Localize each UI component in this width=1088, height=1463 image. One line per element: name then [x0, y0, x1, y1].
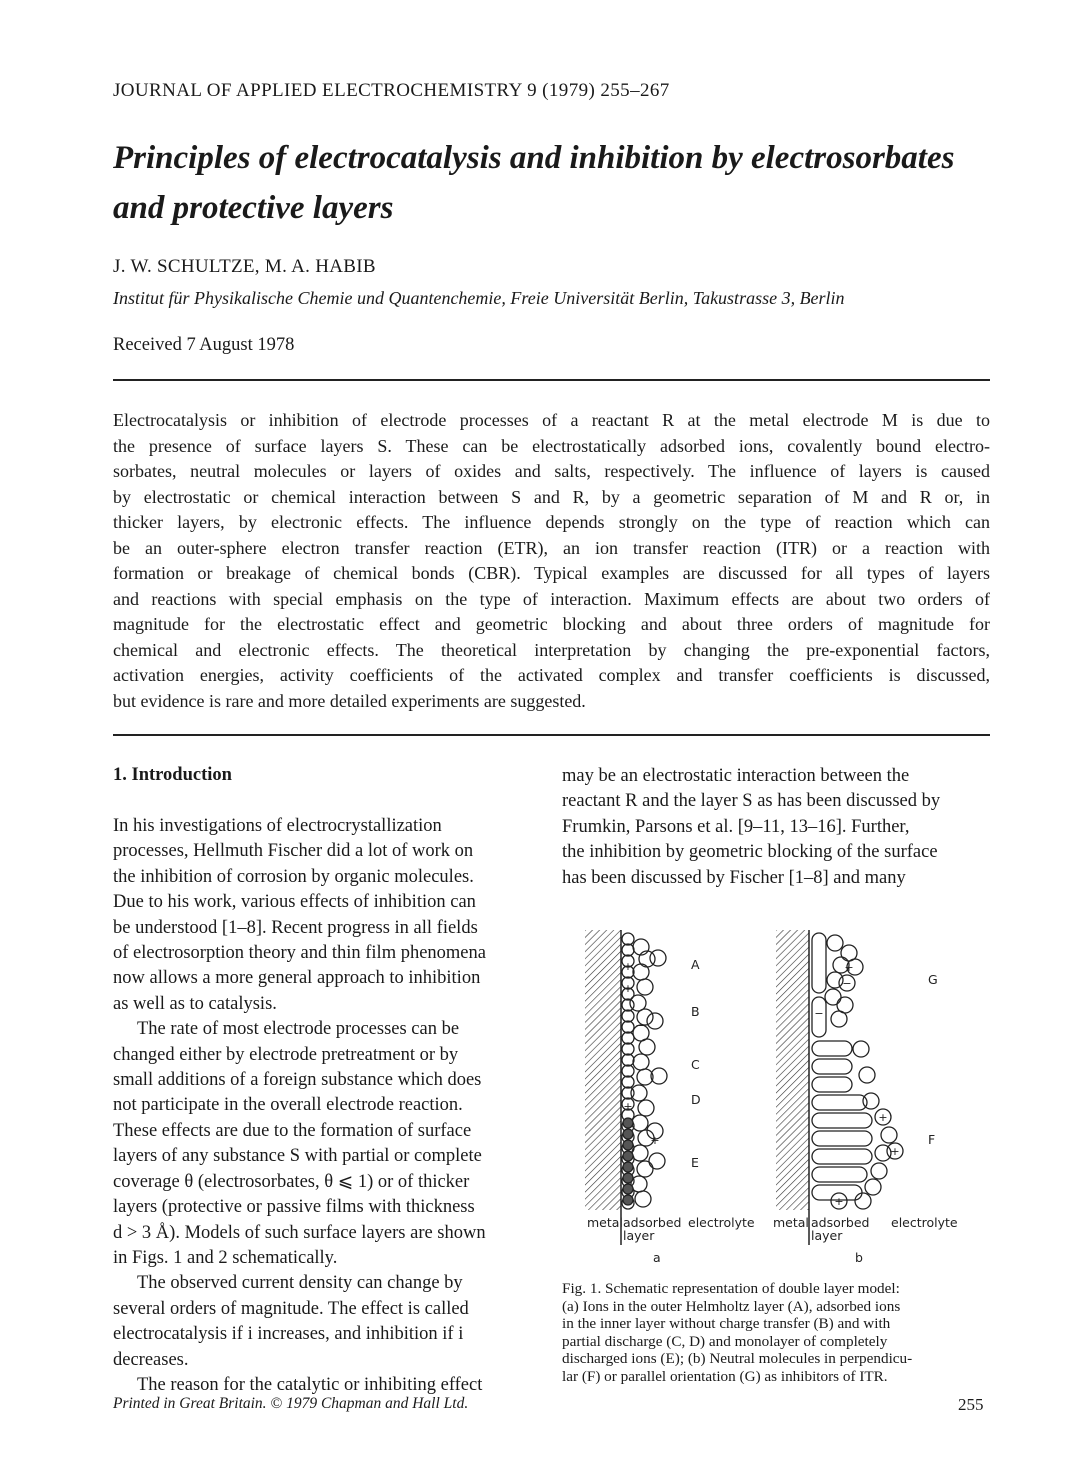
- paper-title: Principles of electrocatalysis and inhibition by electrosorbates and protective layers: [113, 140, 955, 226]
- top-rule: [113, 379, 990, 381]
- plus-sign: +: [834, 1195, 844, 1208]
- text-line: Due to his work, various effects of inhibition can: [113, 892, 476, 913]
- text-line: These effects are due to the formation of surface: [113, 1120, 472, 1141]
- label-E: E: [691, 1155, 699, 1170]
- plus-sign: +: [844, 961, 854, 974]
- solvated-ion: [638, 1100, 654, 1116]
- text-line: of electrosorption theory and thin film phenomena: [113, 943, 486, 964]
- text-line: The observed current density can change by: [137, 1273, 463, 1294]
- label-adsorbed-a: adsorbed: [623, 1215, 682, 1230]
- solvated-ion: [633, 964, 649, 980]
- text-line: layers (protective or passive films with thickness: [113, 1197, 475, 1218]
- label-layer-a: layer: [623, 1228, 655, 1243]
- left-column: [113, 814, 539, 1398]
- label-G: G: [928, 972, 938, 987]
- abstract-line: by electrostatic or chemical interaction between S and R, by a geometric separation of M and R or, in: [113, 486, 990, 507]
- adsorbed-ion: [622, 1043, 634, 1055]
- solvated-ion: [649, 1153, 665, 1169]
- molecules-panel-b: [812, 933, 903, 1209]
- adsorbed-ion: [622, 1054, 634, 1066]
- section-heading: 1. Introduction: [113, 765, 232, 785]
- abstract-line: the presence of surface layers S. These can be electrostatically adsorbed ions, covalently bound electro-: [113, 435, 990, 456]
- received-date: Received 7 August 1978: [113, 335, 295, 355]
- text-line: several orders of magnitude. The effect is called: [113, 1298, 469, 1319]
- parallel-molecule: [812, 1131, 872, 1146]
- plus-sign: +: [623, 1100, 633, 1113]
- discharged-ion: [623, 1151, 633, 1161]
- text-line: Frumkin, Parsons et al. [9–11, 13–16]. Further,: [562, 816, 910, 837]
- page-number: 255: [958, 1395, 984, 1414]
- solvent-molecule: [827, 935, 843, 951]
- solvated-ion: [633, 1054, 649, 1070]
- text-line: not participate in the overall electrode reaction.: [113, 1095, 463, 1116]
- affiliation: Institut für Physikalische Chemie und Quantenchemie, Freie Universität Berlin, Takustrasse 3, Berlin: [113, 288, 845, 308]
- text-line: has been discussed by Fischer [1–8] and many: [562, 867, 906, 888]
- solvated-ion: [637, 1161, 653, 1177]
- adsorbed-ion: [622, 933, 634, 945]
- adsorbed-ion: [622, 1032, 634, 1044]
- figure-caption: [562, 1280, 992, 1386]
- adsorbed-ion: [622, 1010, 634, 1022]
- plus-sign: +: [878, 1111, 888, 1124]
- parallel-molecule: [812, 1041, 852, 1056]
- discharged-ion: [623, 1118, 633, 1128]
- discharged-ion: [623, 1173, 633, 1183]
- parallel-molecule: [812, 1113, 872, 1128]
- figure-double-layer: [583, 925, 973, 1275]
- label-layer-b: layer: [811, 1228, 843, 1243]
- text-line: as well as to catalysis.: [113, 993, 277, 1014]
- discharged-ion: [623, 1129, 633, 1139]
- discharged-ion: [623, 1140, 633, 1150]
- solvent-molecule: [863, 1093, 879, 1109]
- caption-line: in the inner layer without charge transfer (B) and with: [562, 1315, 891, 1333]
- solvent-molecule: [827, 972, 843, 988]
- text-line: now allows a more general approach to inhibition: [113, 968, 481, 989]
- metal-electrode-a: [585, 930, 621, 1210]
- caption-line: discharged ions (E); (b) Neutral molecules in perpendicu-: [562, 1350, 913, 1368]
- solvated-ion: [639, 1039, 655, 1055]
- solvated-ion: [633, 939, 649, 955]
- adsorbed-ion: [622, 944, 634, 956]
- solvent-molecule: [871, 1163, 887, 1179]
- abstract-line: and reactions with special emphasis on the type of interaction. Maximum effects are about two orders of: [113, 588, 990, 609]
- discharged-ion: [623, 1162, 633, 1172]
- minus-sign: −: [814, 1007, 824, 1020]
- abstract-line: be an outer-sphere electron transfer reaction (ETR), an ion transfer reaction (ITR) or a reaction with: [113, 537, 990, 558]
- plus-sign: +: [623, 960, 633, 973]
- plus-sign: +: [623, 982, 633, 995]
- abstract-line: thicker layers, by electronic effects. The influence depends strongly on the type of reaction which can: [113, 512, 990, 532]
- solvated-ion: [650, 950, 666, 966]
- discharged-ion: [623, 1195, 633, 1205]
- text-line: the inhibition of corrosion by organic molecules.: [113, 866, 474, 887]
- abstract-line: formation or breakage of chemical bonds (CBR). Typical examples are discussed for all types of layers: [113, 563, 990, 583]
- text-line: In his investigations of electrocrystallization: [113, 816, 442, 836]
- solvated-ion: [647, 1013, 663, 1029]
- text-line: may be an electrostatic interaction between the: [562, 766, 910, 786]
- label-F: F: [928, 1132, 936, 1147]
- label-electrolyte-b: electrolyte: [891, 1215, 958, 1230]
- text-line: electrocatalysis if i increases, and inhibition if i: [113, 1324, 464, 1345]
- bottom-rule: [113, 734, 990, 736]
- solvated-ion: [635, 1191, 651, 1207]
- metal-electrode-b: [776, 930, 809, 1210]
- perpendicular-molecule: [812, 933, 826, 993]
- abstract: [113, 408, 990, 714]
- text-line: The reason for the catalytic or inhibiting effect: [137, 1374, 483, 1395]
- text-line: The rate of most electrode processes can be: [137, 1019, 460, 1040]
- adsorbed-ion: [622, 1076, 634, 1088]
- journal-citation: JOURNAL OF APPLIED ELECTROCHEMISTRY 9 (1979) 255–267: [113, 80, 670, 101]
- minus-sign: −: [635, 1019, 645, 1032]
- label-C: C: [691, 1057, 700, 1072]
- label-metal-b: metal: [773, 1215, 809, 1230]
- solvent-molecule: [825, 989, 841, 1005]
- panel-label-a: a: [653, 1250, 661, 1265]
- abstract-line: activation energies, activity coefficients of the activated complex and transfer coefficients is discussed,: [113, 665, 990, 685]
- caption-line: lar (F) or parallel orientation (G) as inhibitors of ITR.: [562, 1367, 888, 1385]
- text-line: changed either by electrode pretreatment or by: [113, 1044, 459, 1065]
- label-A: A: [691, 957, 700, 972]
- ions-panel-a: [622, 933, 667, 1209]
- abstract-line: Electrocatalysis or inhibition of electrode processes of a reactant R at the metal electrode M is due to: [113, 410, 990, 430]
- text-line: decreases.: [113, 1349, 189, 1370]
- plus-sign: +: [890, 1145, 900, 1158]
- abstract-line: chemical and electronic effects. The theoretical interpretation by changing the pre-exponential factors,: [113, 639, 990, 660]
- authors: J. W. SCHULTZE, M. A. HABIB: [113, 256, 376, 277]
- abstract-line: but evidence is rare and more detailed experiments are suggested.: [113, 690, 586, 711]
- abstract-line: magnitude for the electrostatic effect and geometric blocking and about three orders of magnitude for: [113, 614, 990, 634]
- footer-copyright: Printed in Great Britain. © 1979 Chapman and Hall Ltd.: [113, 1395, 469, 1412]
- label-D: D: [691, 1092, 701, 1107]
- caption-line: partial discharge (C, D) and monolayer of completely: [562, 1332, 888, 1350]
- solvent-molecule: [853, 1041, 869, 1057]
- text-line: d > 3 Å). Models of such surface layers are shown: [113, 1222, 486, 1243]
- solvent-molecule: [855, 1193, 871, 1209]
- solvent-molecule: [865, 1179, 881, 1195]
- parallel-molecule: [812, 1167, 867, 1182]
- parallel-molecule: [812, 1095, 867, 1110]
- caption-line: (a) Ions in the outer Helmholtz layer (A), adsorbed ions: [562, 1297, 901, 1315]
- discharged-ion: [623, 1184, 633, 1194]
- plus-sign: +: [650, 1134, 660, 1147]
- text-line: be understood [1–8]. Recent progress in all fields: [113, 917, 478, 938]
- text-line: coverage θ (electrosorbates, θ ⩽ 1) or of thicker: [113, 1171, 470, 1192]
- parallel-molecule: [812, 1059, 852, 1074]
- label-adsorbed-b: adsorbed: [811, 1215, 870, 1230]
- parallel-molecule: [812, 1149, 872, 1164]
- solvent-molecule: [875, 1145, 891, 1161]
- solvent-molecule: [859, 1067, 875, 1083]
- solvated-ion: [632, 1145, 648, 1161]
- label-metal-a: metal: [587, 1215, 623, 1230]
- text-line: in Figs. 1 and 2 schematically.: [113, 1247, 338, 1268]
- solvated-ion: [632, 1115, 648, 1131]
- text-line: the inhibition by geometric blocking of the surface: [562, 842, 938, 863]
- parallel-molecule: [812, 1077, 852, 1092]
- minus-sign: −: [842, 977, 852, 990]
- solvent-molecule: [881, 1127, 897, 1143]
- adsorbed-ion: [622, 1021, 634, 1033]
- adsorbed-ion: [622, 1065, 634, 1077]
- panel-label-b: b: [855, 1250, 863, 1265]
- text-line: layers of any substance S with partial or complete: [113, 1146, 482, 1167]
- solvated-ion: [637, 979, 653, 995]
- label-B: B: [691, 1004, 700, 1019]
- right-column: [562, 764, 990, 891]
- text-line: processes, Hellmuth Fischer did a lot of work on: [113, 841, 474, 862]
- text-line: small additions of a foreign substance which does: [113, 1070, 482, 1091]
- caption-line: Fig. 1. Schematic representation of double layer model:: [562, 1280, 900, 1297]
- solvent-molecule: [831, 1011, 847, 1027]
- label-electrolyte-a: electrolyte: [688, 1215, 755, 1230]
- text-line: reactant R and the layer S as has been discussed by: [562, 791, 941, 812]
- abstract-line: sorbates, neutral molecules or layers of oxides and salts, respectively. The influence of layers is caused: [113, 461, 990, 481]
